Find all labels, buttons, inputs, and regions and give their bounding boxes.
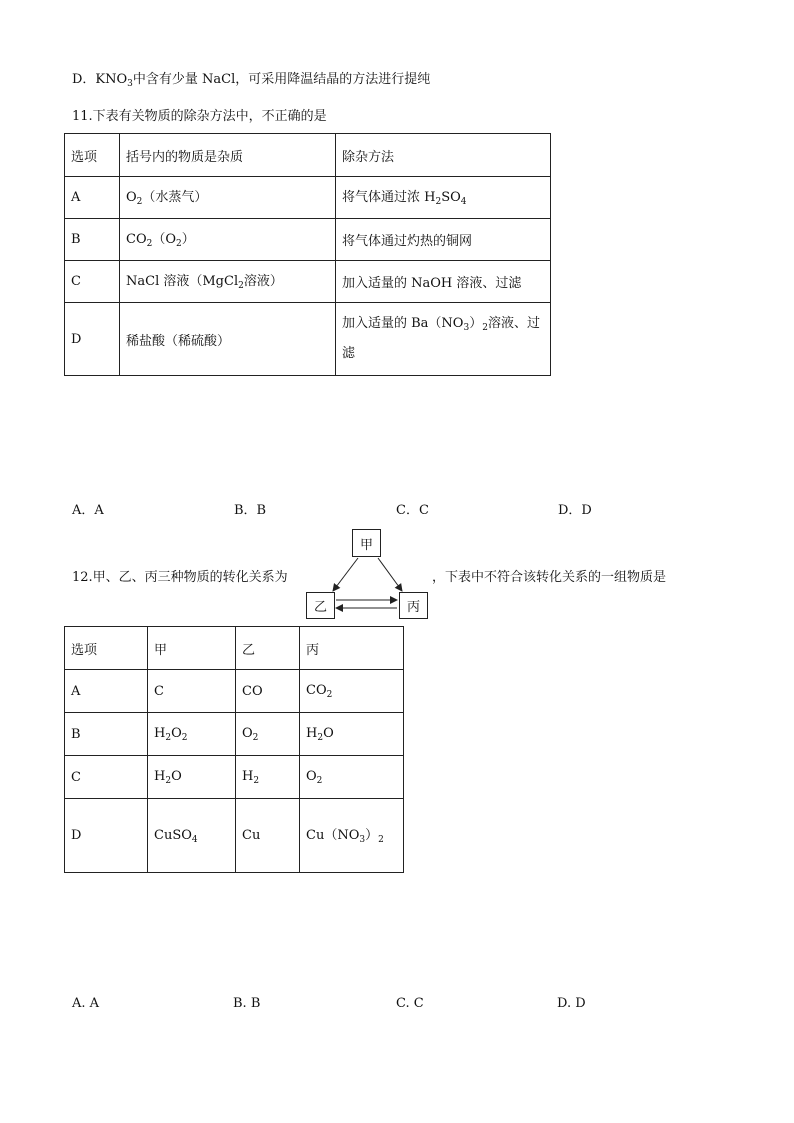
table-row bbox=[65, 799, 404, 873]
q12-answer-d[interactable]: D. D bbox=[557, 996, 586, 1011]
substance-cell: $CO_2(O_2)$ bbox=[120, 219, 336, 261]
option-cell: A bbox=[65, 670, 148, 713]
method-cell: 加入适量的 NaOH 溶液、过滤 bbox=[336, 261, 551, 303]
substance-cell: NaCl 溶液（MgCl$_2$溶液） bbox=[120, 261, 336, 303]
q12-stem-before: 12.甲、乙、丙三种物质的转化关系为 bbox=[72, 570, 288, 585]
method-cell: 加入适量的 $Ba(NO_3)_2$溶液、过 滤 bbox=[336, 303, 551, 376]
header-cell: 甲 bbox=[148, 627, 236, 670]
option-cell: D bbox=[65, 799, 148, 873]
q12-answer-b[interactable]: B. B bbox=[233, 996, 261, 1011]
yi-cell: $O_2$ bbox=[236, 713, 300, 756]
bing-cell: $H_2O$ bbox=[300, 713, 404, 756]
option-cell: B bbox=[65, 219, 120, 261]
header-cell: 丙 bbox=[300, 627, 404, 670]
q12-table bbox=[64, 626, 404, 873]
q11-stem: 11.下表有关物质的除杂方法中，不正确的是 bbox=[72, 109, 327, 124]
q11-table bbox=[64, 133, 551, 376]
table-row bbox=[65, 756, 404, 799]
bing-cell: $Cu(NO_3)_2$ bbox=[300, 799, 404, 873]
diagram-box-bing: 丙 bbox=[399, 592, 428, 619]
yi-cell: CO bbox=[236, 670, 300, 713]
q12-answer-a[interactable]: A. A bbox=[72, 996, 100, 1011]
arrow-jia-to-bing bbox=[378, 558, 402, 591]
diagram-box-yi: 乙 bbox=[306, 592, 335, 619]
q11-answer-c[interactable]: C．C bbox=[396, 503, 429, 518]
table-row bbox=[65, 670, 404, 713]
substance-cell: $O_2$（水蒸气） bbox=[120, 177, 336, 219]
arrow-jia-to-yi bbox=[333, 558, 358, 591]
table-row bbox=[65, 219, 551, 261]
table-header-row bbox=[65, 134, 551, 177]
header-cell: 乙 bbox=[236, 627, 300, 670]
substance-cell: 稀盐酸（稀硫酸） bbox=[120, 303, 336, 376]
jia-cell: C bbox=[148, 670, 236, 713]
header-cell: 选项 bbox=[65, 627, 148, 670]
prev-option-d: D．$KNO_3$中含有少量 NaCl，可采用降温结晶的方法进行提纯 bbox=[72, 72, 431, 89]
method-cell: 将气体通过灼热的铜网 bbox=[336, 219, 551, 261]
q11-answer-b[interactable]: B．B bbox=[234, 503, 267, 518]
option-cell: A bbox=[65, 177, 120, 219]
table-header-row bbox=[65, 627, 404, 670]
header-cell: 括号内的物质是杂质 bbox=[120, 134, 336, 177]
header-cell: 除杂方法 bbox=[336, 134, 551, 177]
table-row bbox=[65, 177, 551, 219]
q11-answer-d[interactable]: D．D bbox=[558, 503, 592, 518]
yi-cell: $H_2$ bbox=[236, 756, 300, 799]
table-row bbox=[65, 303, 551, 376]
q12-answer-c[interactable]: C. C bbox=[396, 996, 424, 1011]
method-cell: 将气体通过浓 $H_2SO_4$ bbox=[336, 177, 551, 219]
jia-cell: $H_2O$ bbox=[148, 756, 236, 799]
jia-cell: CuSO$_4$ bbox=[148, 799, 236, 873]
option-cell: C bbox=[65, 756, 148, 799]
table-row bbox=[65, 261, 551, 303]
q12-stem-after: ，下表中不符合该转化关系的一组物质是 bbox=[432, 570, 667, 585]
header-cell: 选项 bbox=[65, 134, 120, 177]
yi-cell: Cu bbox=[236, 799, 300, 873]
jia-cell: $H_2O_2$ bbox=[148, 713, 236, 756]
option-cell: D bbox=[65, 303, 120, 376]
q11-answer-a[interactable]: A．A bbox=[72, 503, 104, 518]
table-row bbox=[65, 713, 404, 756]
bing-cell: $CO_2$ bbox=[300, 670, 404, 713]
option-cell: C bbox=[65, 261, 120, 303]
diagram-box-jia: 甲 bbox=[352, 529, 381, 557]
bing-cell: $O_2$ bbox=[300, 756, 404, 799]
option-cell: B bbox=[65, 713, 148, 756]
